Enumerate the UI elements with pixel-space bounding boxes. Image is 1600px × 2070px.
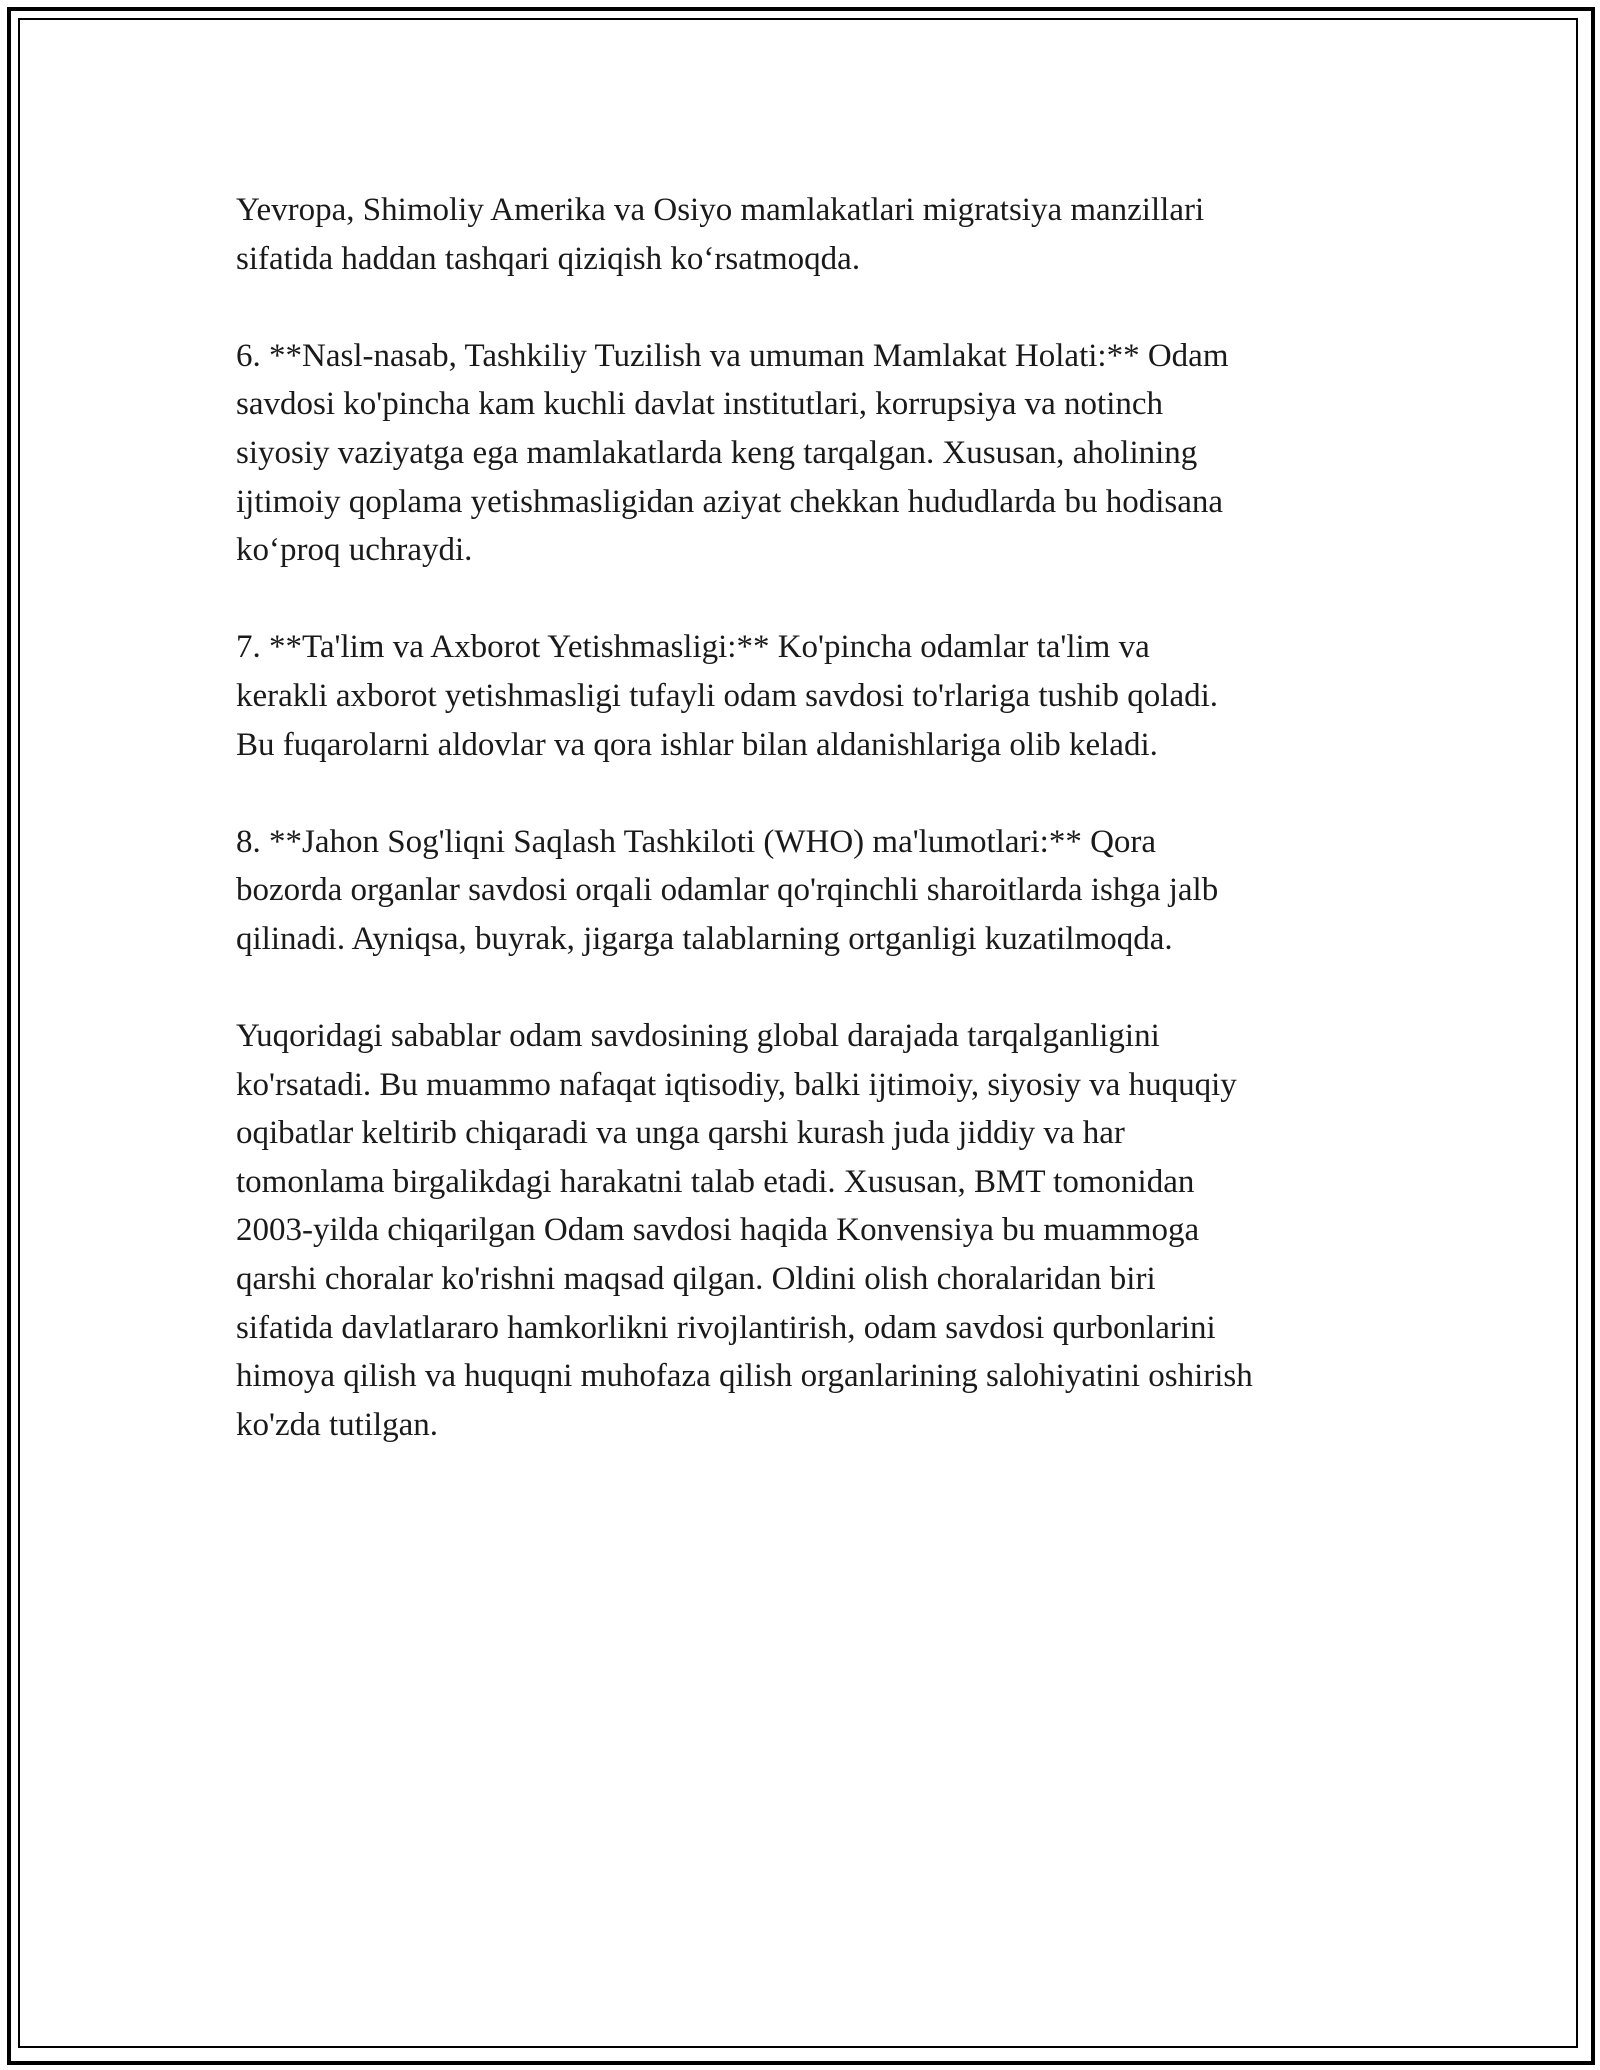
document-body xyxy=(236,186,1376,1449)
paragraph-intro-continuation: Yevropa, Shimoliy Amerika va Osiyo mamlakatlari migratsiya manzillari sifatida haddan tashqari qiziqish ko‘rsatmoqda. xyxy=(236,192,1205,277)
paragraph-conclusion: Yuqoridagi sabablar odam savdosining global darajada tarqalganligini ko'rsatadi. Bu muammo nafaqat iqtisodiy, balki ijtimoiy, siyosiy va huquqiy oqibatlar keltirib chiqaradi va unga qarshi kurash juda jiddiy va har tomonlama birgalikdagi harakatni talab etadi. Xususan, BMT tomonidan 2003-yilda chiqarilgan Odam savdosi haqida Konvensiya bu muammoga qarshi choralar ko'rishni maqsad qilgan. Oldini olish choralaridan biri sifatida davlatlararo hamkorlikni rivojlantirish, odam savdosi qurbonlarini himoya qilish va huquqni muhofaza qilish organlarining salohiyatini oshirish ko'zda tutilgan. xyxy=(236,1018,1253,1443)
paragraph-item-7: 7. **Ta'lim va Axborot Yetishmasligi:** Ko'pincha odamlar ta'lim va kerakli axborot yetishmasligi tufayli odam savdosi to'rlariga tushib qoladi. Bu fuqarolarni aldovlar va qora ishlar bilan aldanishlariga olib keladi. xyxy=(236,629,1219,763)
paragraph-item-8: 8. **Jahon Sog'liqni Saqlash Tashkiloti (WHO) ma'lumotlari:** Qora bozorda organlar savdosi orqali odamlar qo'rqinchli sharoitlarda ishga jalb qilinadi. Ayniqsa, buyrak, jigarga talablarning ortganligi kuzatilmoqda. xyxy=(236,823,1219,957)
paragraph-item-6: 6. **Nasl-nasab, Tashkiliy Tuzilish va umuman Mamlakat Holati:** Odam savdosi ko'pincha kam kuchli davlat institutlari, korrupsiya va notinch siyosiy vaziyatga ega mamlakatlarda keng tarqalgan. Xususan, aholining ijtimoiy qoplama yetishmasligidan aziyat chekkan hududlarda bu hodisana ko‘proq uchraydi. xyxy=(236,337,1229,569)
